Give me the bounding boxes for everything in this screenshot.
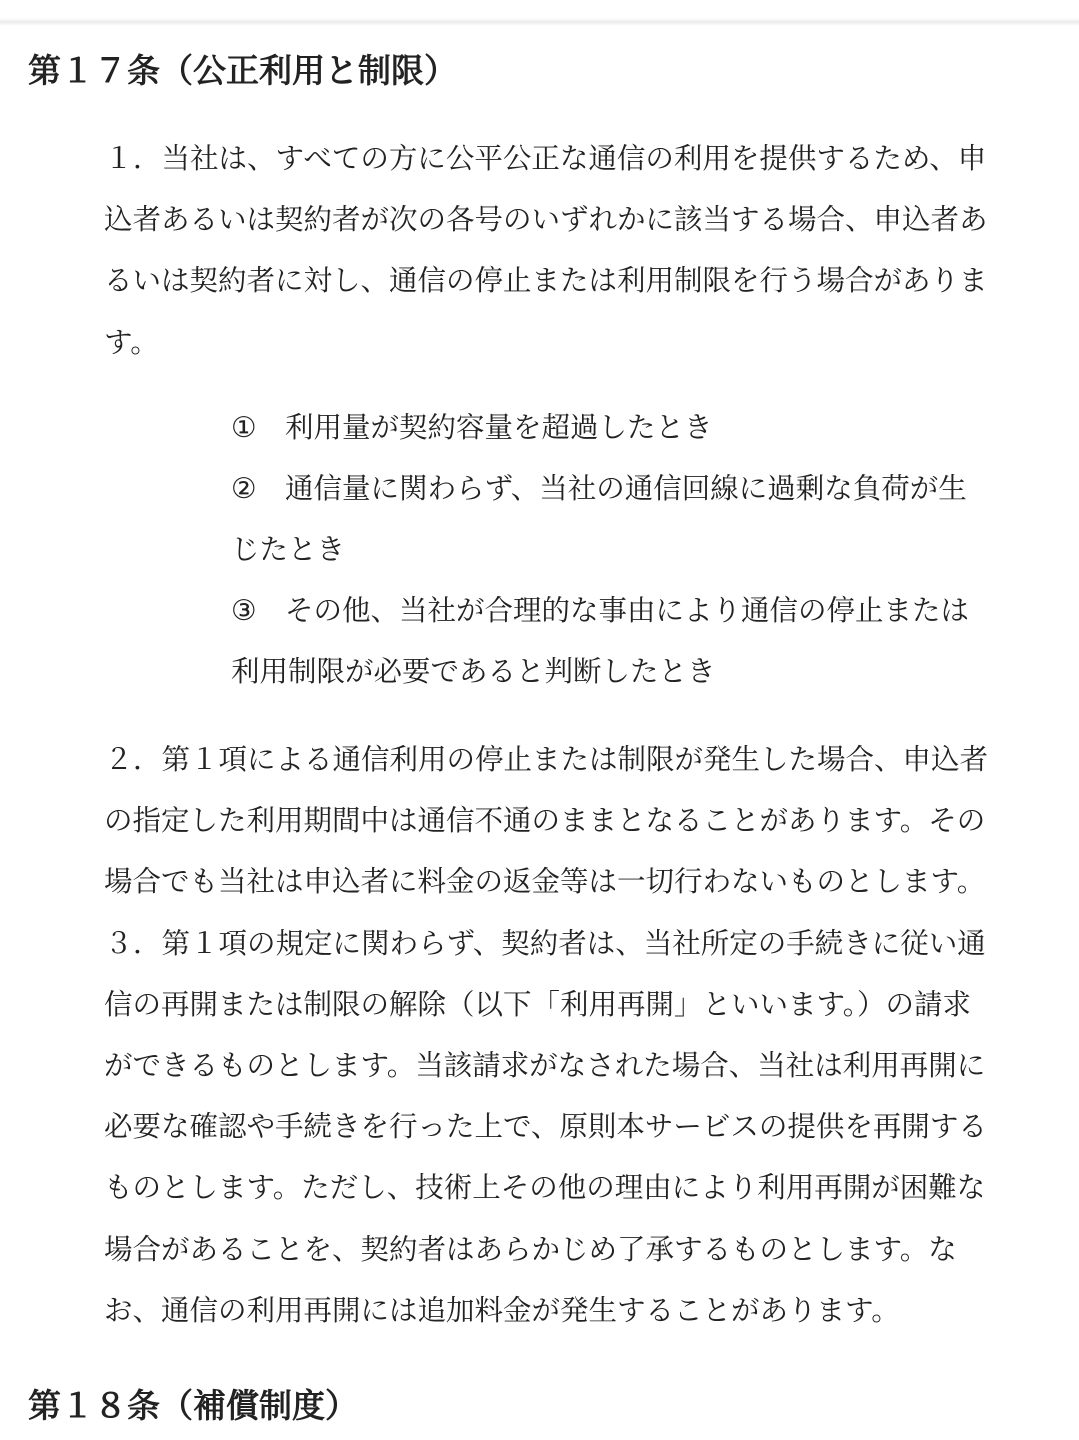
paragraph-line: 場合があることを、契約者はあらかじめ了承するものとします。な bbox=[104, 1232, 957, 1266]
top-bar-shadow bbox=[0, 0, 1079, 26]
paragraph-line: ３．第１項の規定に関わらず、契約者は、当社所定の手続きに従い通 bbox=[76, 926, 986, 960]
paragraph-line: ２．第１項による通信利用の停止または制限が発生した場合、申込者 bbox=[76, 743, 989, 776]
paragraph-line: す。 bbox=[104, 325, 159, 359]
paragraph-line: 信の再開または制限の解除（以下「利用再開」といいます。）の請求 bbox=[104, 987, 971, 1021]
paragraph-line: 込者あるいは契約者が次の各号のいずれかに該当する場合、申込者あ bbox=[104, 203, 988, 237]
article-17-title: 第１７条（公正利用と制限） bbox=[28, 51, 457, 90]
article-18-title: 第１８条（補償制度） bbox=[28, 1386, 358, 1425]
paragraph-line: の指定した利用期間中は通信不通のままとなることがあります。その bbox=[104, 804, 986, 838]
paragraph-line: ができるものとします。当該請求がなされた場合、当社は利用再開に bbox=[104, 1048, 986, 1082]
list-item: じたとき bbox=[231, 533, 346, 566]
article-17-paragraph-2-3 bbox=[76, 729, 1054, 1341]
paragraph-line: ものとします。ただし、技術上その他の理由により利用再開が困難な bbox=[104, 1171, 986, 1205]
article-17-paragraph-1 bbox=[76, 128, 1054, 373]
paragraph-line: １．当社は、すべての方に公平公正な通信の利用を提供するため、申 bbox=[76, 142, 987, 175]
paragraph-line: 必要な確認や手続きを行った上で、原則本サービスの提供を再開する bbox=[104, 1110, 987, 1144]
list-item: 利用制限が必要であると判断したとき bbox=[231, 655, 716, 688]
list-item: ② 通信量に関わらず、当社の通信回線に過剰な負荷が生 bbox=[231, 472, 967, 505]
paragraph-line: 場合でも当社は申込者に料金の返金等は一切行わないものとします。 bbox=[104, 865, 986, 899]
article-17-item-list bbox=[231, 397, 1051, 702]
paragraph-line: お、通信の利用再開には追加料金が発生することがあります。 bbox=[104, 1293, 900, 1327]
list-item: ① 利用量が契約容量を超過したとき bbox=[231, 411, 713, 444]
paragraph-line: るいは契約者に対し、通信の停止または利用制限を行う場合がありま bbox=[104, 264, 988, 298]
list-item: ③ その他、当社が合理的な事由により通信の停止または bbox=[231, 594, 970, 627]
